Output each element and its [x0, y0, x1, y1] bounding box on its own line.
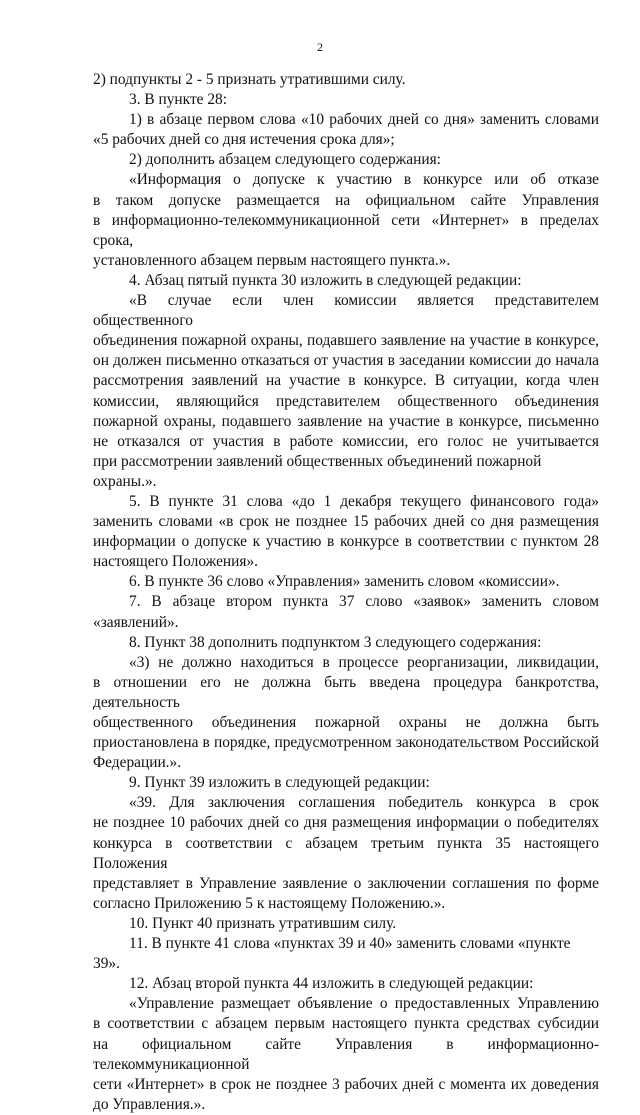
text-line: 9. Пункт 39 изложить в следующей редакции: — [129, 774, 430, 792]
text-line: в таком допуске размещается на официальном сайте Управления — [93, 191, 599, 209]
text-line: в информационно-телекоммуникационной сети «Интернет» в пределах срока, — [93, 211, 599, 249]
text-line: «В случае если член комиссии является представителем общественного — [93, 292, 599, 330]
text-line: Федерации.». — [93, 754, 182, 772]
text-line: информации о допуске к участию в конкурсе в соответствии с пунктом 28 — [93, 533, 599, 551]
text-line: представляет в Управление заявление о заключении соглашения по форме — [93, 874, 599, 892]
text-line: «3) не должно находиться в процессе реорганизации, ликвидации, — [129, 653, 599, 671]
text-line: 1) в абзаце первом слова «10 рабочих дней со дня» заменить словами — [129, 111, 599, 129]
text-line: 5. В пункте 31 слова «до 1 декабря текущего финансового года» — [129, 492, 599, 510]
text-line: на официальном сайте Управления в информационно-телекоммуникационной — [93, 1035, 599, 1073]
text-line: согласно Приложению 5 к настоящему Положению.». — [93, 894, 446, 912]
text-line: заменить словами «в срок не позднее 15 рабочих дней со дня размещения — [93, 513, 599, 531]
text-line: 4. Абзац пятый пункта 30 изложить в следующей редакции: — [129, 271, 522, 289]
text-line: комиссии, являющийся представителем общественного объединения — [93, 392, 599, 410]
text-line: 3. В пункте 28: — [129, 91, 228, 109]
text-line: 2) подпункты 2 - 5 признать утратившими силу. — [93, 71, 406, 88]
text-line: установленного абзацем первым настоящего пункта.». — [93, 251, 451, 269]
document-body — [93, 70, 599, 1115]
text-line: настоящего Положения». — [93, 553, 259, 571]
text-line: в отношении его не должна быть введена процедура банкротства, деятельность — [93, 673, 599, 711]
text-line: пожарной охраны, подавшего заявление на участие в конкурсе, письменно — [93, 412, 599, 430]
text-line: «5 рабочих дней со дня истечения срока для»; — [93, 131, 395, 149]
text-line: до Управления.». — [93, 1095, 206, 1113]
text-line: конкурса в соответствии с абзацем третьим пункта 35 настоящего Положения — [93, 834, 599, 872]
text-line: не отказался от участия в работе комиссии, его голос не учитывается — [93, 432, 599, 450]
text-line: 12. Абзац второй пункта 44 изложить в следующей редакции: — [129, 975, 534, 993]
text-line: общественного объединения пожарной охраны не должна быть — [93, 714, 599, 731]
text-line: в соответствии с абзацем первым настоящего пункта средствах субсидии — [93, 1015, 599, 1033]
text-line: «Информация о допуске к участию в конкурсе или об отказе — [129, 171, 599, 189]
text-line: 2) дополнить абзацем следующего содержания: — [129, 151, 441, 169]
text-line: объединения пожарной охраны, подавшего заявление на участие в конкурсе, — [93, 332, 599, 350]
text-line: при рассмотрении заявлений общественных объединений пожарной охраны.». — [93, 452, 542, 490]
text-line: он должен письменно отказаться от участия в заседании комиссии до начала — [93, 352, 599, 370]
text-line: 6. В пункте 36 слово «Управления» заменить словом «комиссии». — [129, 573, 560, 591]
text-line: 11. В пункте 41 слова «пунктах 39 и 40» заменить словами «пункте 39». — [93, 935, 571, 973]
page-number: 2 — [317, 40, 323, 54]
text-line: 8. Пункт 38 дополнить подпунктом 3 следующего содержания: — [129, 633, 542, 651]
text-line: сети «Интернет» в срок не позднее 3 рабочих дней с момента их доведения — [93, 1075, 599, 1093]
text-line: «39. Для заключения соглашения победитель конкурса в срок — [129, 794, 599, 812]
text-line: «Управление размещает объявление о предоставленных Управлению — [129, 995, 599, 1013]
text-line: 10. Пункт 40 признать утратившим силу. — [129, 914, 397, 932]
text-line: «заявлений». — [93, 613, 179, 631]
text-line: не позднее 10 рабочих дней со дня размещения информации о победителях — [93, 814, 599, 832]
text-line: рассмотрения заявлений на участие в конкурсе. В ситуации, когда член — [93, 372, 599, 390]
text-line: 7. В абзаце втором пункта 37 слово «заявок» заменить словом — [129, 593, 599, 611]
text-line: приостановлена в порядке, предусмотренном законодательством Российской — [93, 734, 599, 752]
